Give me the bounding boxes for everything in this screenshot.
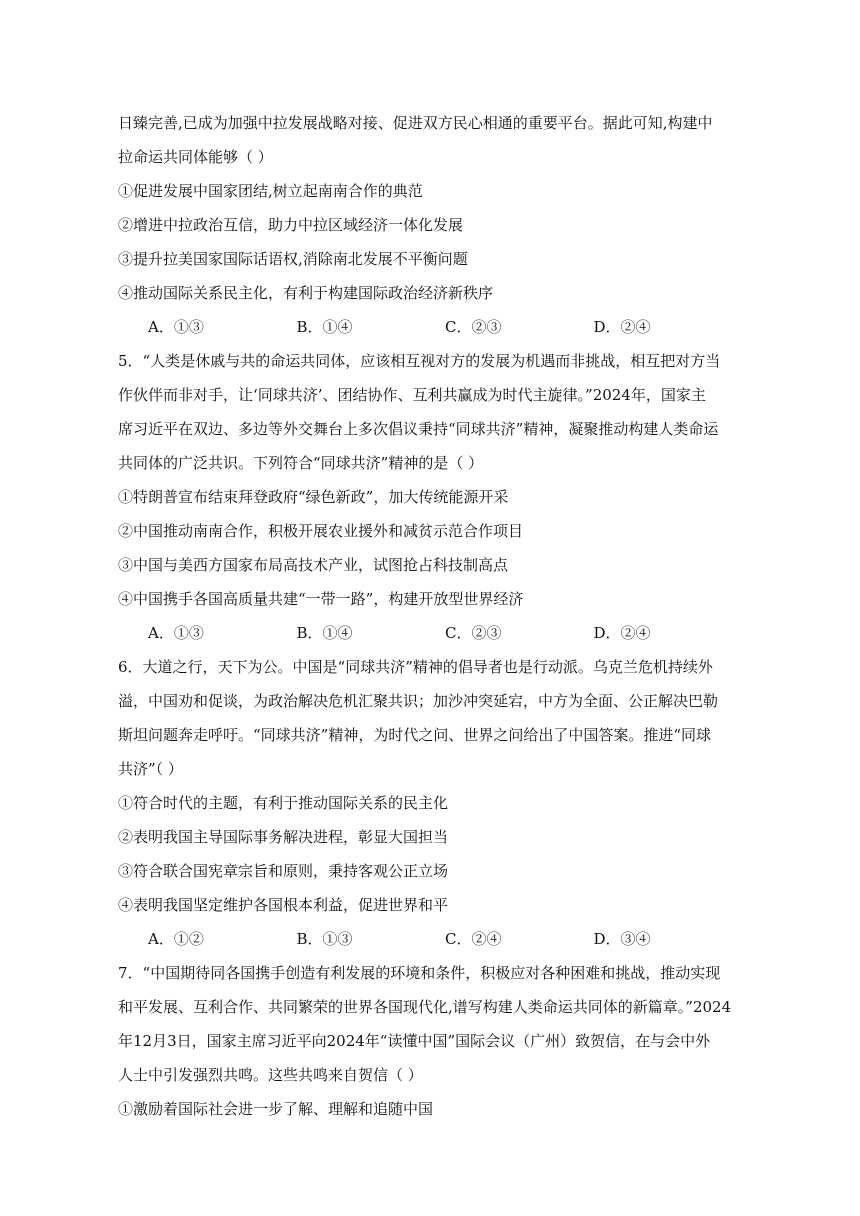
question-stem-line: 5．“人类是休戚与共的命运共同体，应该相互视对方的发展为机遇而非挑战，相互把对方当 [118, 352, 721, 370]
statement-item: ①特朗普宣布结束拜登政府“绿色新政”，加大传统能源开采 [118, 488, 509, 506]
statement-item: ②增进中拉政治互信，助力中拉区域经济一体化发展 [118, 216, 464, 234]
option-a: A．①② [148, 930, 204, 948]
question-stem-line: 共同体的广泛共识。下列符合“同球共济”精神的是（ ） [118, 454, 484, 472]
question-stem-line: 6．大道之行，天下为公。中国是“同球共济”精神的倡导者也是行动派。乌克兰危机持续外 [118, 658, 713, 676]
question-stem-line: 拉命运共同体能够（ ） [118, 148, 273, 166]
statement-item: ③中国与美西方国家布局高技术产业，试图抢占科技制高点 [118, 556, 509, 574]
question-stem-line: 斯坦问题奔走呼吁。“同球共济”精神，为时代之问、世界之问给出了中国答案。推进“同球 [118, 726, 712, 744]
statement-item: ②中国推动南南合作，积极开展农业援外和减贫示范合作项目 [118, 522, 524, 540]
option-b: B．①④ [296, 624, 353, 642]
answer-options [118, 310, 742, 344]
answer-options [118, 616, 742, 650]
statement-item: ④中国携手各国高质量共建“一带一路”，构建开放型世界经济 [118, 590, 524, 608]
statement-item: ②表明我国主导国际事务解决进程，彰显大国担当 [118, 828, 449, 846]
option-c: C．②④ [445, 930, 502, 948]
question-4 [118, 106, 742, 344]
option-b: B．①③ [296, 930, 353, 948]
statement-item: ①激励着国际社会进一步了解、理解和追随中国 [118, 1100, 434, 1118]
exam-page [118, 106, 742, 1126]
statement-item: ①符合时代的主题，有利于推动国际关系的民主化 [118, 794, 449, 812]
option-c: C．②③ [445, 624, 502, 642]
statement-item: ④推动国际关系民主化，有利于构建国际政治经济新秩序 [118, 284, 494, 302]
option-a: A．①③ [148, 318, 204, 336]
question-5 [118, 344, 742, 650]
question-stem-line: 席习近平在双边、多边等外交舞台上多次倡议秉持“同球共济”精神，凝聚推动构建人类命运 [118, 420, 719, 438]
question-stem-line: 溢，中国劝和促谈，为政治解决危机汇聚共识；加沙冲突延宕，中方为全面、公正解决巴勒 [118, 692, 719, 710]
option-d: D．③④ [593, 930, 651, 948]
question-stem-line: 人士中引发强烈共鸣。这些共鸣来自贺信（ ） [118, 1066, 423, 1084]
question-stem-line: 作伙伴而非对手，让‘同球共济’、团结协作、互利共赢成为时代主旋律。”2024年，国家主 [118, 386, 706, 404]
statement-item: ③提升拉美国家国际话语权,消除南北发展不平衡问题 [118, 250, 468, 268]
question-stem-line: 年12月3日，国家主席习近平向2024年“读懂中国”国际会议（广州）致贺信，在与会中外 [118, 1032, 711, 1050]
option-b: B．①④ [296, 318, 353, 336]
answer-options [118, 922, 742, 956]
question-7 [118, 956, 742, 1126]
question-6 [118, 650, 742, 956]
question-stem-line: 7．“中国期待同各国携手创造有利发展的环境和条件，积极应对各种困难和挑战，推动实现 [118, 964, 721, 982]
question-stem-line: 共济”（ ） [118, 760, 183, 778]
question-stem-line: 日臻完善,已成为加强中拉发展战略对接、促进双方民心相通的重要平台。据此可知,构建中 [118, 114, 713, 132]
option-d: D．②④ [593, 318, 651, 336]
option-a: A．①③ [148, 624, 204, 642]
statement-item: ④表明我国坚定维护各国根本利益，促进世界和平 [118, 896, 449, 914]
statement-item: ①促进发展中国家团结,树立起南南合作的典范 [118, 182, 423, 200]
statement-item: ③符合联合国宪章宗旨和原则，秉持客观公正立场 [118, 862, 449, 880]
question-stem-line: 和平发展、互利合作、共同繁荣的世界各国现代化,谱写构建人类命运共同体的新篇章。”2024 [118, 998, 732, 1016]
option-d: D．②④ [593, 624, 651, 642]
option-c: C．②③ [445, 318, 502, 336]
